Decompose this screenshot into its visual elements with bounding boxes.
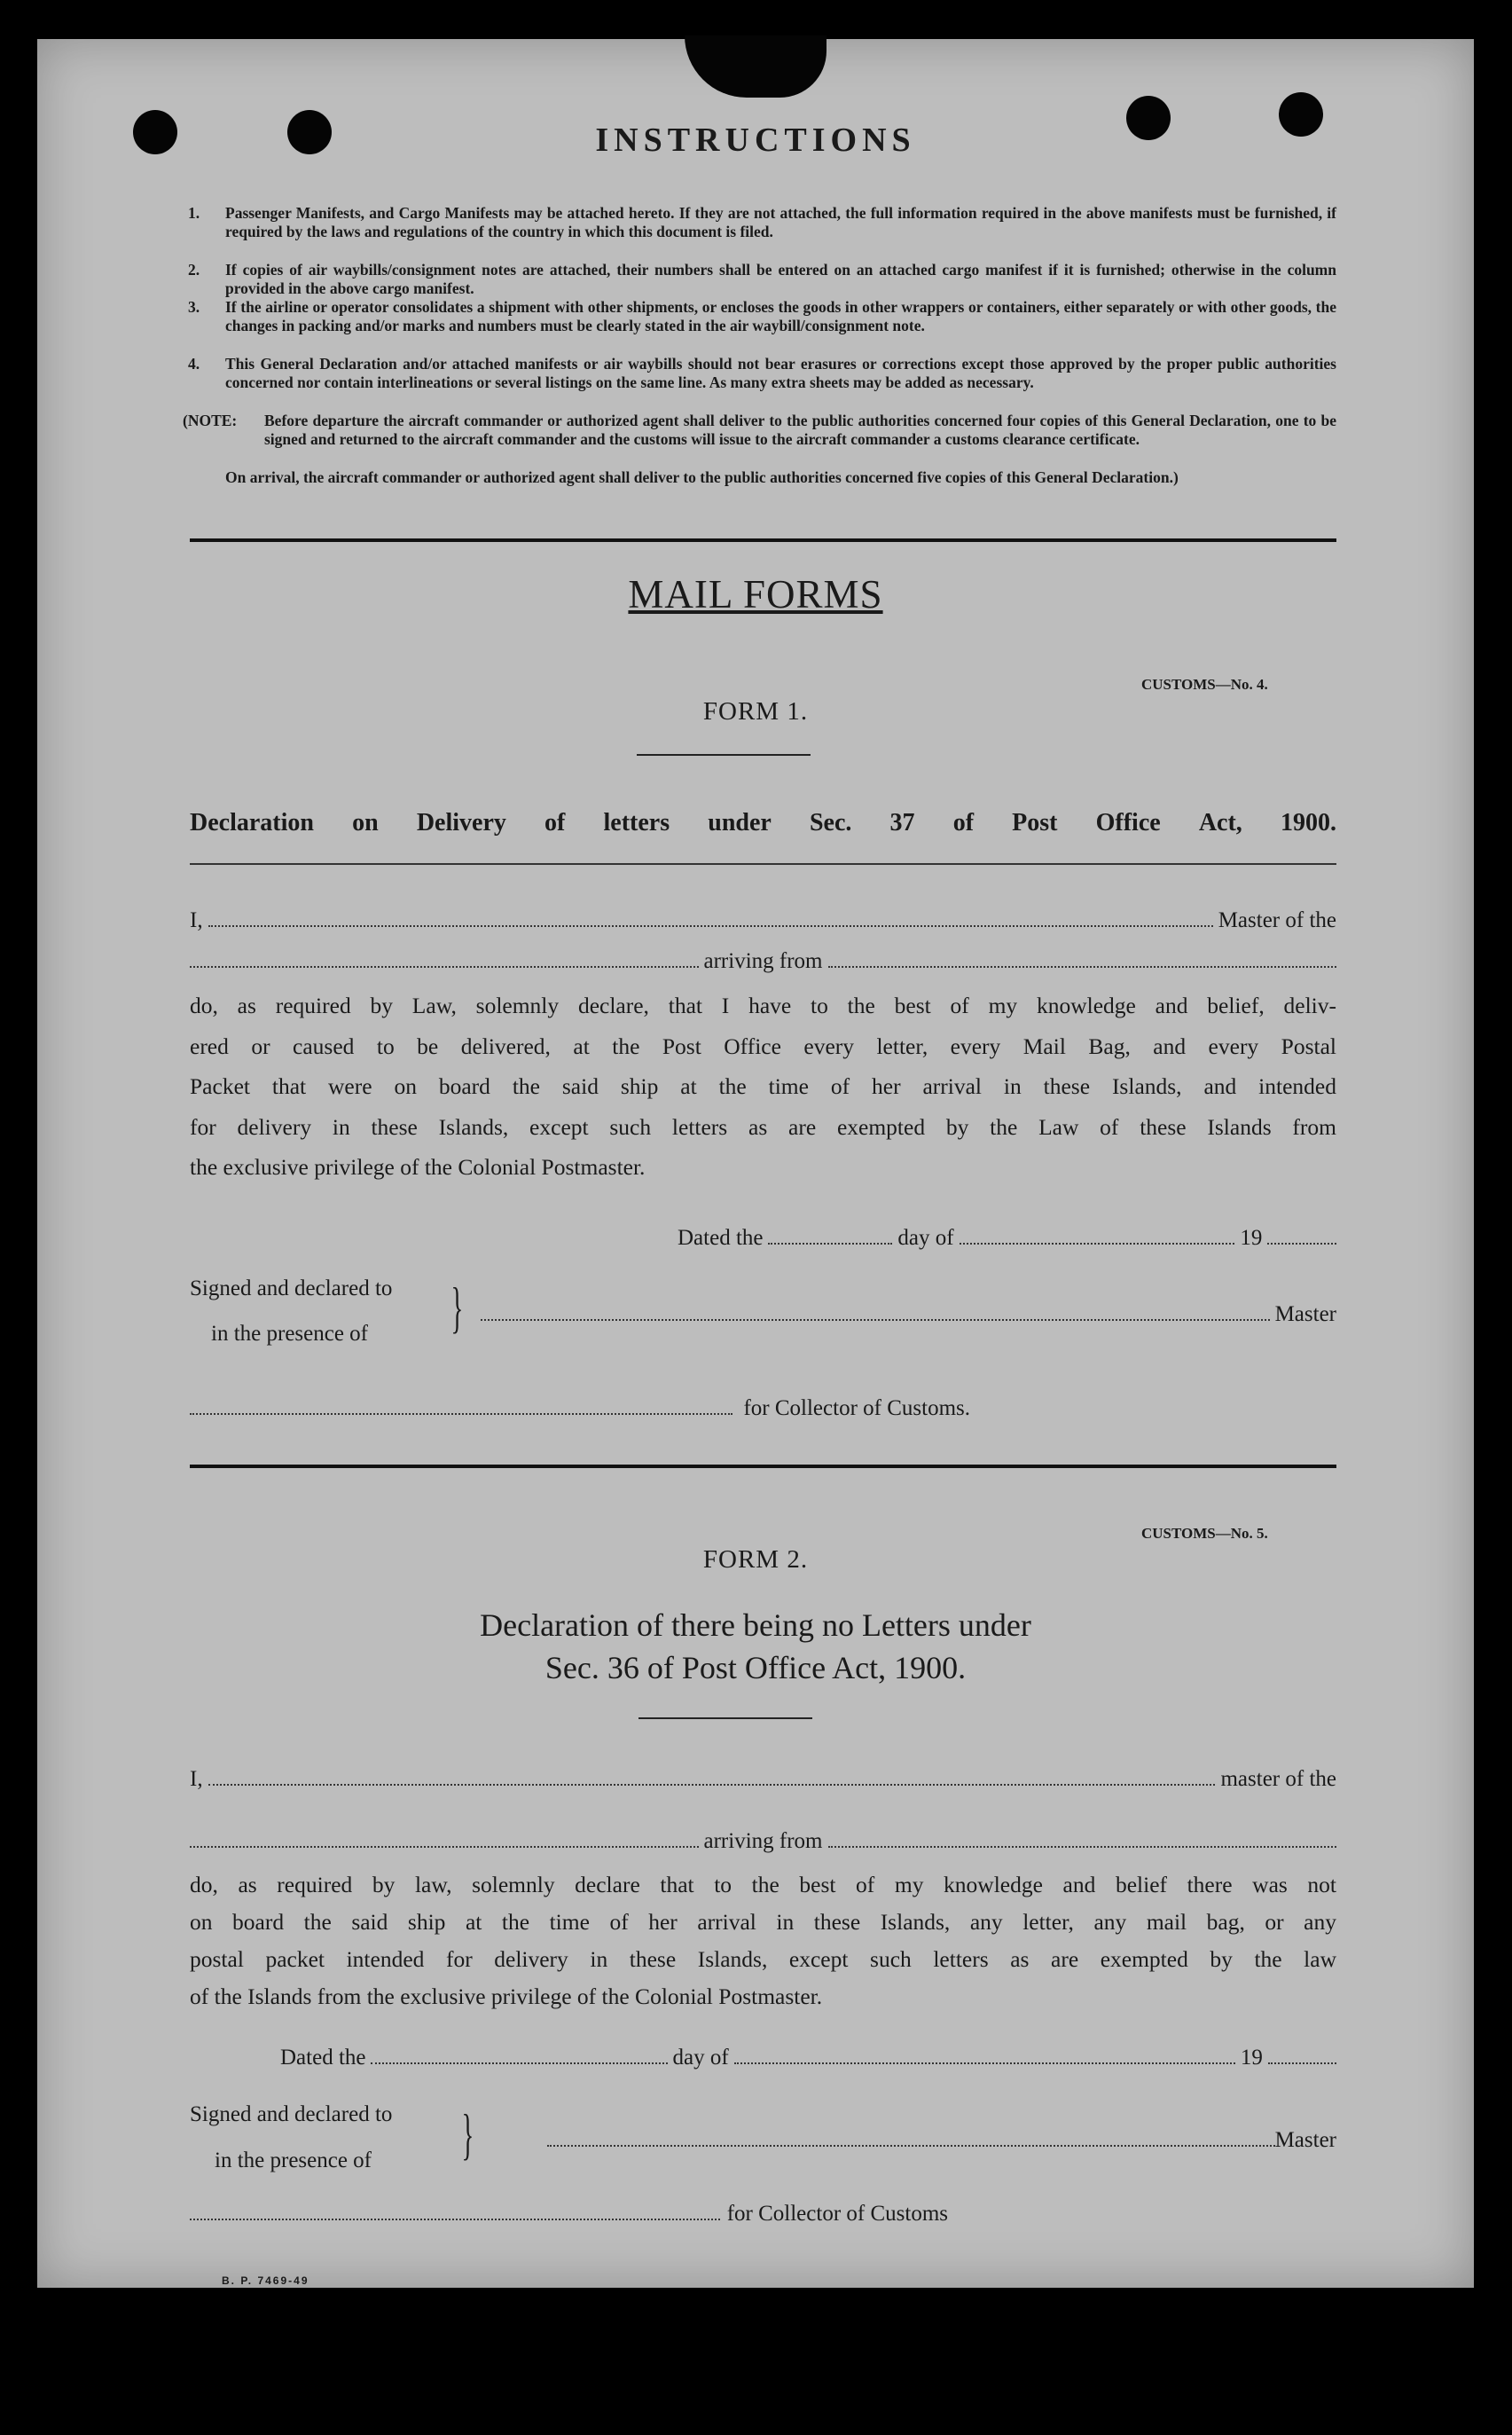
- form1-dated-line: Dated the day of 19: [678, 1226, 1336, 1251]
- form2-customs-number: CUSTOMS—No. 5.: [1141, 1525, 1268, 1542]
- collector-signature-field[interactable]: [190, 2219, 720, 2220]
- form1-collector-line: for Collector of Customs.: [190, 1396, 970, 1421]
- divider: [638, 1717, 812, 1719]
- year-field[interactable]: [1267, 1243, 1336, 1245]
- ship-name-field[interactable]: [190, 966, 699, 968]
- form2-heading-line-1: Declaration of there being no Letters under: [480, 1607, 1031, 1643]
- day-field[interactable]: [768, 1243, 892, 1245]
- master-name-field[interactable]: [208, 925, 1213, 927]
- form2-title: FORM 2.: [702, 1545, 809, 1574]
- divider: [190, 1465, 1336, 1468]
- form1-title: FORM 1.: [702, 697, 809, 726]
- instruction-note-arrival: On arrival, the aircraft commander or authorized agent shall deliver to the public authorities concerned five copies of this General Declaration.): [225, 468, 1179, 486]
- brace: }: [450, 1276, 464, 1339]
- divider: [190, 538, 1336, 542]
- form1-declaration-heading: Declaration on Delivery of letters under Sec. 37 of Post Office Act, 1900.: [190, 809, 1336, 837]
- arriving-from-field[interactable]: [828, 1846, 1337, 1848]
- form2-master-signature-line: Master: [547, 2128, 1336, 2153]
- collector-signature-field[interactable]: [190, 1413, 732, 1415]
- form2-dated-line: Dated the day of 19: [280, 2046, 1336, 2070]
- form1-master-signature-line: Master: [481, 1302, 1336, 1327]
- form1-customs-number: CUSTOMS—No. 4.: [1141, 676, 1268, 693]
- form1-arriving-line: arriving from: [190, 949, 1336, 974]
- instructions-list: [183, 204, 1336, 532]
- form1-signed-label-2: in the presence of: [211, 1322, 369, 1346]
- instruction-item: 2. If copies of air waybills/consignment notes are attached, their numbers shall be entered on an attached cargo manifest if it is furnished; otherwise in the column provided in the above cargo manifest.: [188, 261, 1336, 297]
- arriving-from-field[interactable]: [828, 966, 1337, 968]
- form1-declaration-text: do, as required by Law, solemnly declare, that I have to the best of my knowledge and belief, deliv- ered or caused to be delivered, at the Post Office every letter, every Mail Bag, and every Postal Packet that were on board the said ship at the time of her arrival in these Islands, and intended for delivery in these Islands, except such letters as are exempted by the Law of these Islands from the exclusive privilege of the Colonial Postmaster.: [190, 993, 1336, 1180]
- form1-master-line: I, Master of the: [190, 908, 1336, 932]
- ship-name-field[interactable]: [190, 1846, 699, 1848]
- month-field[interactable]: [960, 1243, 1235, 1245]
- master-signature-field[interactable]: [481, 1319, 1270, 1321]
- form2-heading-line-2: Sec. 36 of Post Office Act, 1900.: [544, 1650, 967, 1685]
- form2-declaration-text: do, as required by law, solemnly declare that to the best of my knowledge and belief there was not on board the said ship at the time of her arrival in these Islands, any letter, any mail bag, or any postal packet intended for delivery in these Islands, except such letters as are exempted by the law of the Islands from the exclusive privilege of the Colonial Postmaster.: [190, 1872, 1336, 2009]
- day-field[interactable]: [371, 2062, 667, 2064]
- brace: }: [461, 2102, 474, 2165]
- instructions-title: INSTRUCTIONS: [595, 122, 916, 159]
- mail-forms-title: MAIL FORMS: [628, 572, 883, 617]
- printer-code: B. P. 7469-49: [222, 2274, 309, 2287]
- master-name-field[interactable]: [208, 1784, 1216, 1786]
- form2-arriving-line: arriving from: [190, 1829, 1336, 1854]
- instruction-item: 4. This General Declaration and/or attached manifests or air waybills should not bear erasures or corrections except those approved by the proper public authorities concerned nor contain interlineations or several listings on the same line. As many extra sheets may be added as necessary.: [188, 355, 1336, 391]
- form1-signed-label-1: Signed and declared to: [190, 1276, 393, 1300]
- document-page: [37, 39, 1474, 2288]
- divider: [637, 754, 811, 756]
- divider: [190, 863, 1336, 865]
- form2-signed-label-2: in the presence of: [215, 2148, 372, 2172]
- form2-collector-line: for Collector of Customs: [190, 2202, 948, 2227]
- year-field[interactable]: [1268, 2062, 1336, 2064]
- master-signature-field[interactable]: [547, 2145, 1275, 2147]
- torn-corner: [685, 35, 827, 98]
- instruction-item: 1. Passenger Manifests, and Cargo Manifests may be attached hereto. If they are not attached, the full information required in the above manifests must be furnished, if required by the laws and regulations of the country in which this document is filed.: [188, 204, 1336, 240]
- month-field[interactable]: [734, 2062, 1235, 2064]
- form2-master-line: I, master of the: [190, 1767, 1336, 1791]
- instruction-note: (NOTE: Before departure the aircraft commander or authorized agent shall deliver to the public authorities concerned four copies of this General Declaration, one to be signed and returned to the aircraft commander and the customs will issue to the aircraft commander a customs clearance certificate.: [183, 412, 1336, 448]
- form2-signed-label-1: Signed and declared to: [190, 2102, 393, 2126]
- instruction-item: 3. If the airline or operator consolidates a shipment with other shipments, or encloses the goods in other wrappers or containers, either separately or with other goods, the changes in packing and/or marks and numbers must be clearly stated in the air waybill/consignment note.: [188, 298, 1336, 334]
